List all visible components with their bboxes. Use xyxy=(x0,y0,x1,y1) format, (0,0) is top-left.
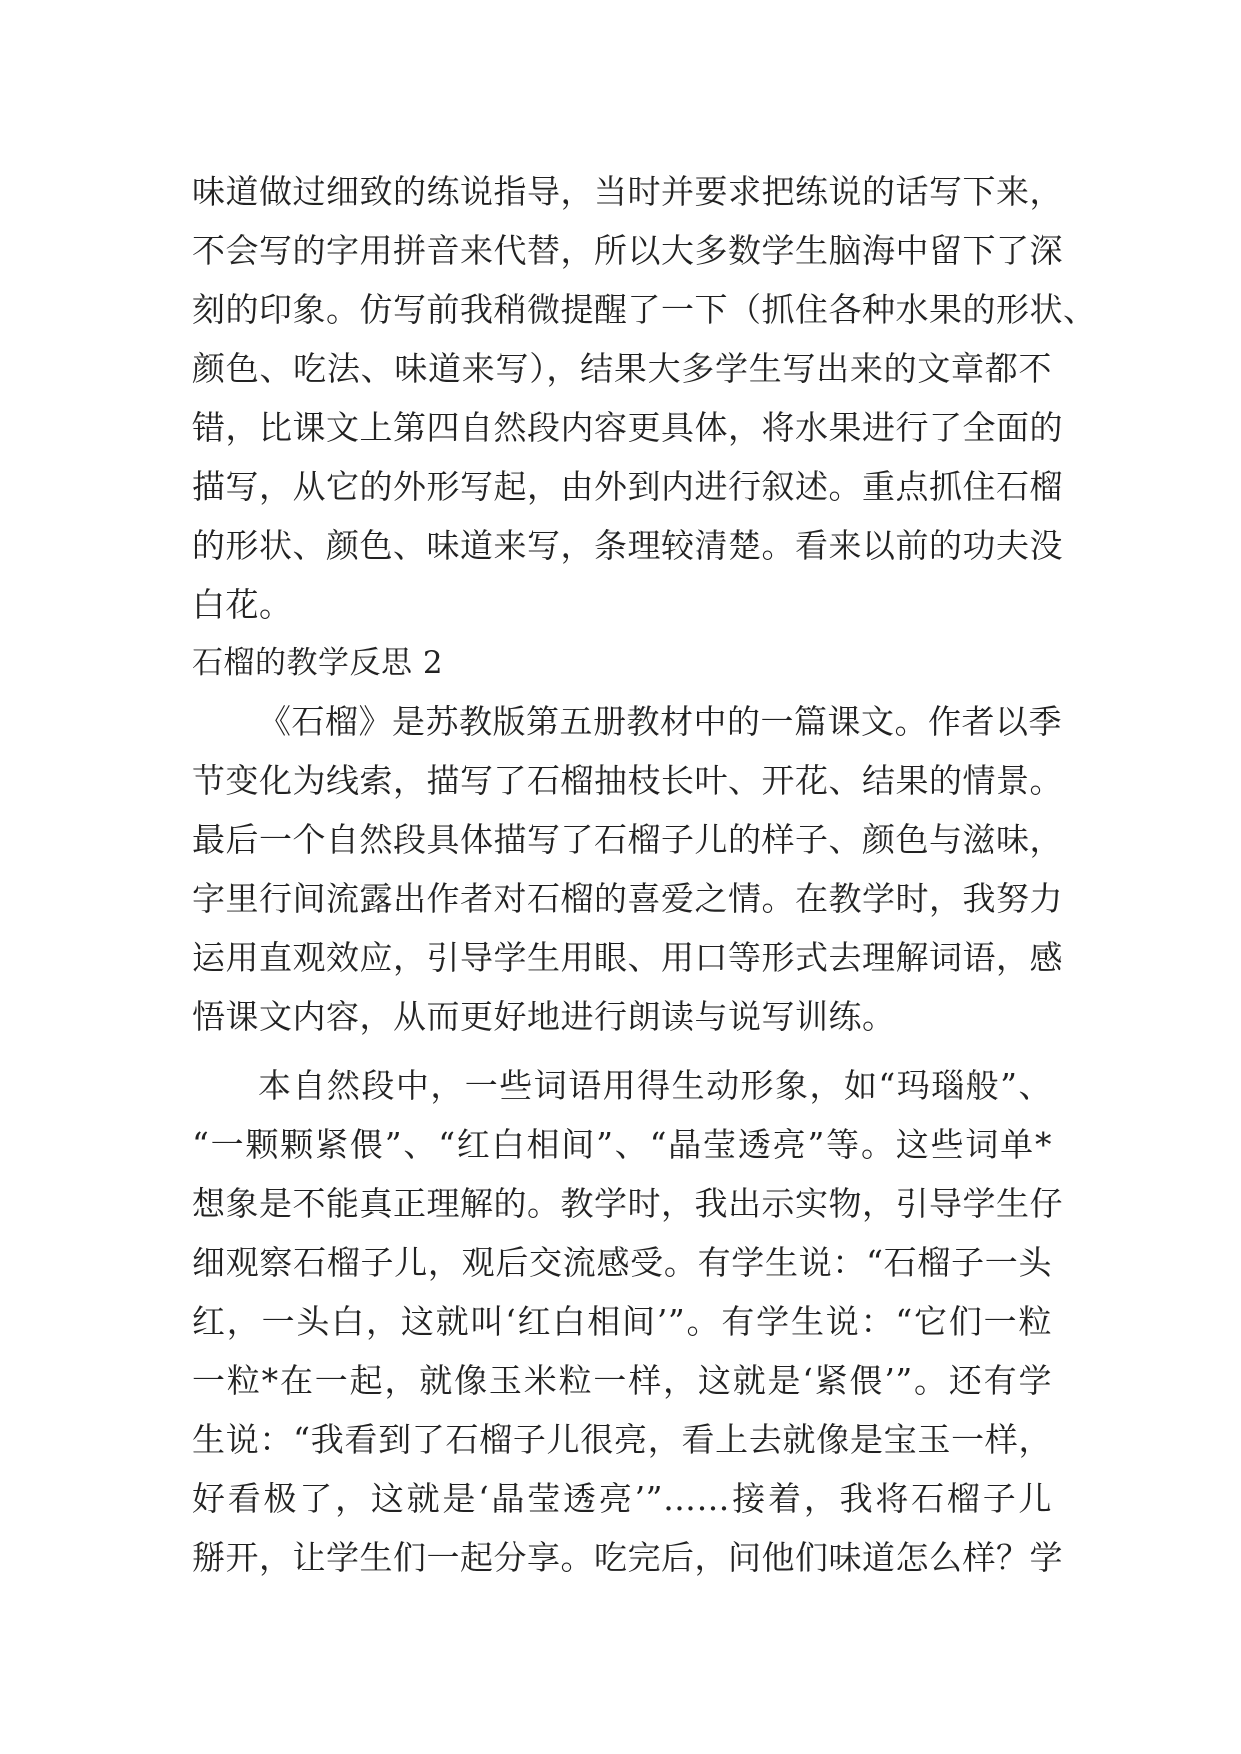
paragraph-3-line-4: 细观察石榴子儿，观后交流感受。有学生说：“石榴子一头 xyxy=(192,1243,1052,1282)
paragraph-1-line-1: 味道做过细致的练说指导，当时并要求把练说的话写下来， xyxy=(192,172,1063,211)
paragraph-3-line-6: 一粒*在一起，就像玉米粒一样，这就是‘紧偎’”。还有学 xyxy=(192,1361,1052,1400)
paragraph-3-line-2: “一颗颗紧偎”、“红白相间”、“晶莹透亮”等。这些词单* xyxy=(192,1125,1052,1164)
paragraph-3-line-9: 掰开，让学生们一起分享。吃完后，问他们味道怎么样？学 xyxy=(192,1538,1063,1577)
paragraph-3-line-5: 红，一头白，这就叫‘红白相间’”。有学生说：“它们一粒 xyxy=(192,1302,1052,1341)
paragraph-2-line-6: 悟课文内容，从而更好地进行朗读与说写训练。 xyxy=(192,997,896,1036)
paragraph-3-line-8: 好看极了，这就是‘晶莹透亮’”……接着，我将石榴子儿 xyxy=(192,1479,1052,1518)
paragraph-1-line-8: 白花。 xyxy=(192,585,293,624)
paragraph-2-line-1: 《石榴》是苏教版第五册教材中的一篇课文。作者以季 xyxy=(258,702,1062,741)
paragraph-3-line-1: 本自然段中，一些词语用得生动形象，如“玛瑙般”、 xyxy=(258,1066,1052,1105)
paragraph-3-line-7: 生说：“我看到了石榴子儿很亮，看上去就像是宝玉一样， xyxy=(192,1420,1052,1459)
paragraph-2-line-5: 运用直观效应，引导学生用眼、用口等形式去理解词语，感 xyxy=(192,938,1063,977)
paragraph-1-line-3: 刻的印象。仿写前我稍微提醒了一下（抓住各种水果的形状、 xyxy=(192,290,1097,329)
paragraph-1-line-4: 颜色、吃法、味道来写），结果大多学生写出来的文章都不 xyxy=(192,349,1052,388)
paragraph-2-line-3: 最后一个自然段具体描写了石榴子儿的样子、颜色与滋味， xyxy=(192,820,1063,859)
paragraph-1-line-5: 错，比课文上第四自然段内容更具体，将水果进行了全面的 xyxy=(192,408,1063,447)
paragraph-1-line-2: 不会写的字用拼音来代替，所以大多数学生脑海中留下了深 xyxy=(192,231,1063,270)
paragraph-2-line-2: 节变化为线索，描写了石榴抽枝长叶、开花、结果的情景。 xyxy=(192,761,1063,800)
paragraph-1-line-7: 的形状、颜色、味道来写，条理较清楚。看来以前的功夫没 xyxy=(192,526,1063,565)
paragraph-3-line-3: 想象是不能真正理解的。教学时，我出示实物，引导学生仔 xyxy=(192,1184,1063,1223)
paragraph-2-line-4: 字里行间流露出作者对石榴的喜爱之情。在教学时，我努力 xyxy=(192,879,1063,918)
section-heading: 石榴的教学反思 2 xyxy=(192,645,444,681)
paragraph-1-line-6: 描写，从它的外形写起，由外到内进行叙述。重点抓住石榴 xyxy=(192,467,1063,506)
